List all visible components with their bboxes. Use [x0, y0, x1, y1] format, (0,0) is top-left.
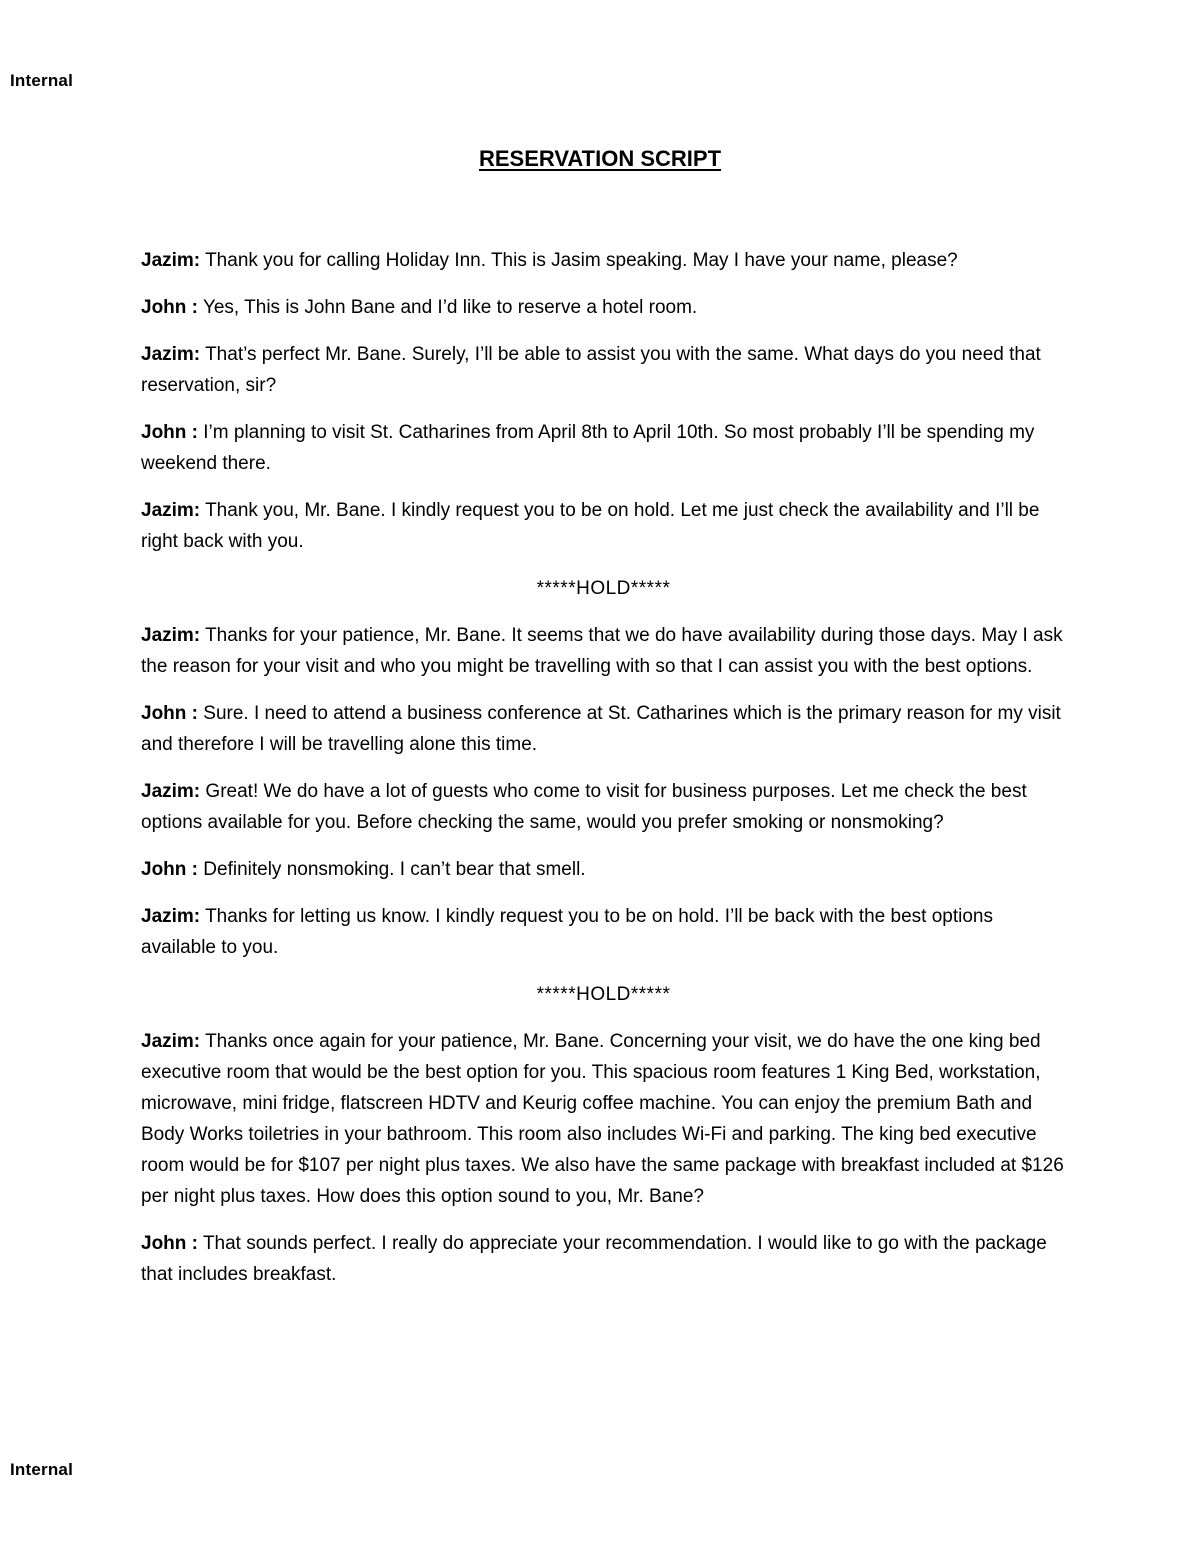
dialogue-line — [141, 620, 1066, 682]
dialogue-text: Definitely nonsmoking. I can’t bear that smell. — [203, 859, 586, 880]
speaker-label: John : — [141, 297, 198, 318]
dialogue-text: Thanks for your patience, Mr. Bane. It seems that we do have availability during those days. May I ask the reason for your visit and who you might be travelling with so that I can assist you with the best options. — [141, 625, 1063, 677]
dialogue-text: That’s perfect Mr. Bane. Surely, I’ll be able to assist you with the same. What days do you need that reservation, sir? — [141, 344, 1041, 396]
dialogue-text: Yes, This is John Bane and I’d like to reserve a hotel room. — [202, 297, 698, 318]
speaker-label: Jazim: — [141, 1031, 201, 1052]
script-body — [141, 245, 1066, 1306]
dialogue-line — [141, 417, 1066, 479]
speaker-label: Jazim: — [141, 906, 201, 927]
speaker-label: John : — [141, 703, 198, 724]
dialogue-text: Thanks once again for your patience, Mr. Bane. Concerning your visit, we do have the one king bed executive room that would be the best option for you. This spacious room features 1 King Bed, workstation, microwave, mini fridge, flatscreen HDTV and Keurig coffee machine. You can enjoy the premium Bath and Body Works toiletries in your bathroom. This room also includes Wi-Fi and parking. The king bed executive room would be for $107 per night plus taxes. We also have the same package with breakfast included at $126 per night plus taxes. How does this option sound to you, Mr. Bane? — [141, 1031, 1064, 1207]
speaker-label: Jazim: — [141, 250, 201, 271]
footer-internal-label: Internal — [10, 1460, 74, 1479]
dialogue-text: I’m planning to visit St. Catharines from April 8th to April 10th. So most probably I’ll be spending my weekend there. — [141, 422, 1035, 474]
dialogue-text: Sure. I need to attend a business conference at St. Catharines which is the primary reason for my visit and therefore I will be travelling alone this time. — [141, 703, 1061, 755]
document-title: RESERVATION SCRIPT — [478, 146, 722, 171]
dialogue-line — [141, 245, 1066, 276]
dialogue-line — [141, 776, 1066, 838]
dialogue-line — [141, 698, 1066, 760]
speaker-label: Jazim: — [141, 500, 201, 521]
dialogue-text: Thank you for calling Holiday Inn. This is Jasim speaking. May I have your name, please? — [205, 250, 958, 271]
hold-marker: *****HOLD***** — [536, 578, 671, 599]
speaker-label: Jazim: — [141, 781, 201, 802]
dialogue-text: That sounds perfect. I really do appreciate your recommendation. I would like to go with the package that includes breakfast. — [141, 1233, 1047, 1285]
dialogue-line — [141, 1026, 1066, 1212]
speaker-label: John : — [141, 1233, 198, 1254]
dialogue-line — [141, 495, 1066, 557]
dialogue-line — [141, 292, 1066, 323]
dialogue-line — [141, 901, 1066, 963]
dialogue-line — [141, 854, 1066, 885]
dialogue-line — [141, 1228, 1066, 1290]
speaker-label: John : — [141, 859, 198, 880]
dialogue-line — [141, 339, 1066, 401]
dialogue-text: Great! We do have a lot of guests who come to visit for business purposes. Let me check the best options available for you. Before checking the same, would you prefer smoking or nonsmoking? — [141, 781, 1027, 833]
dialogue-text: Thank you, Mr. Bane. I kindly request you to be on hold. Let me just check the availability and I’ll be right back with you. — [141, 500, 1040, 552]
speaker-label: Jazim: — [141, 344, 201, 365]
hold-marker: *****HOLD***** — [536, 984, 671, 1005]
speaker-label: John : — [141, 422, 198, 443]
dialogue-text: Thanks for letting us know. I kindly request you to be on hold. I’ll be back with the best options available to you. — [141, 906, 993, 958]
speaker-label: Jazim: — [141, 625, 201, 646]
header-internal-label: Internal — [10, 71, 74, 90]
